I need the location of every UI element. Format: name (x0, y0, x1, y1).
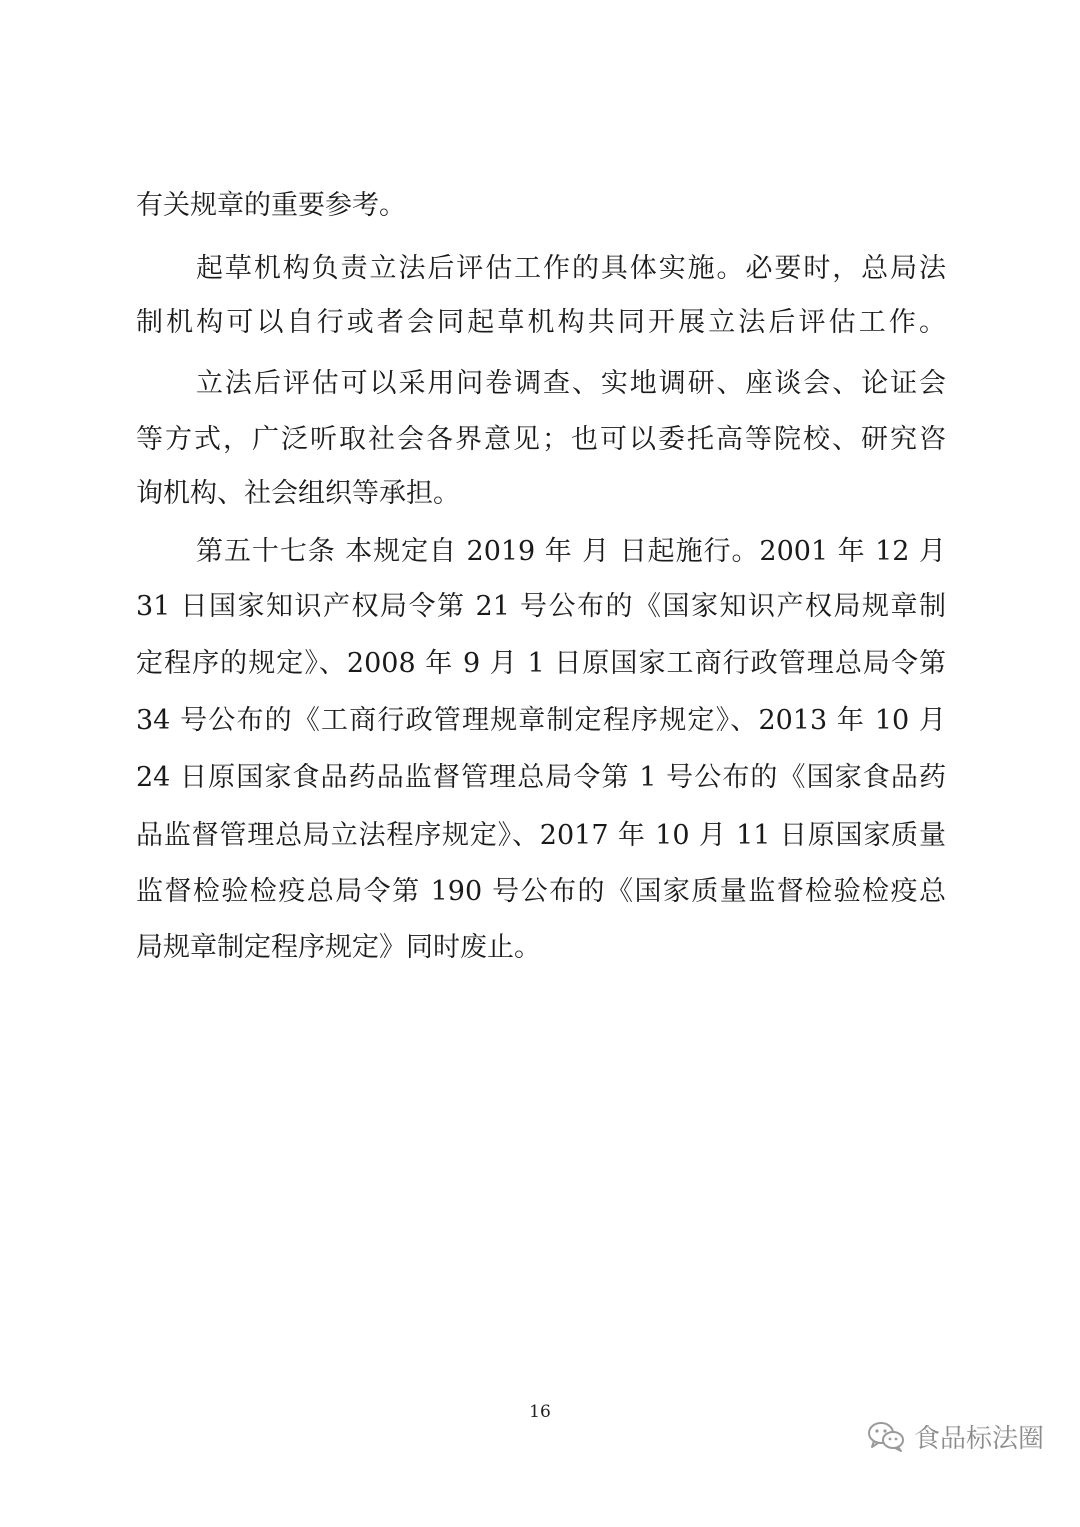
paragraph-line: 立法后评估可以采用问卷调查、实地调研、座谈会、论证会 (196, 368, 946, 399)
paragraph-line: 起草机构负责立法后评估工作的具体实施。必要时，总局法 (196, 253, 946, 284)
paragraph-line: 31 日国家知识产权局令第 21 号公布的《国家知识产权局规章制 (136, 591, 946, 622)
paragraph-line: 34 号公布的《工商行政管理规章制定程序规定》、2013 年 10 月 (136, 705, 946, 736)
paragraph-line: 询机构、社会组织等承担。 (136, 478, 460, 509)
paragraph-line: 定程序的规定》、2008 年 9 月 1 日原国家工商行政管理总局令第 (136, 648, 946, 679)
paragraph-line: 第五十七条 本规定自 2019 年 月 日起施行。2001 年 12 月 (196, 536, 946, 567)
paragraph-line: 品监督管理总局立法程序规定》、2017 年 10 月 11 日原国家质量 (136, 820, 946, 851)
paragraph-line: 等方式，广泛听取社会各界意见；也可以委托高等院校、研究咨 (136, 424, 946, 455)
watermark-text: 食品标法圈 (913, 1423, 1044, 1454)
paragraph-line: 有关规章的重要参考。 (136, 190, 406, 221)
paragraph-line: 24 日原国家食品药品监督管理总局令第 1 号公布的《国家食品药 (136, 762, 946, 793)
paragraph-line: 局规章制定程序规定》同时废止。 (136, 932, 541, 963)
page-number: 16 (529, 1402, 551, 1422)
paragraph-line: 制机构可以自行或者会同起草机构共同开展立法后评估工作。 (136, 307, 946, 338)
watermark (866, 1416, 1044, 1456)
paragraph-line: 监督检验检疫总局令第 190 号公布的《国家质量监督检验检疫总 (136, 876, 946, 907)
wechat-icon (866, 1420, 906, 1452)
